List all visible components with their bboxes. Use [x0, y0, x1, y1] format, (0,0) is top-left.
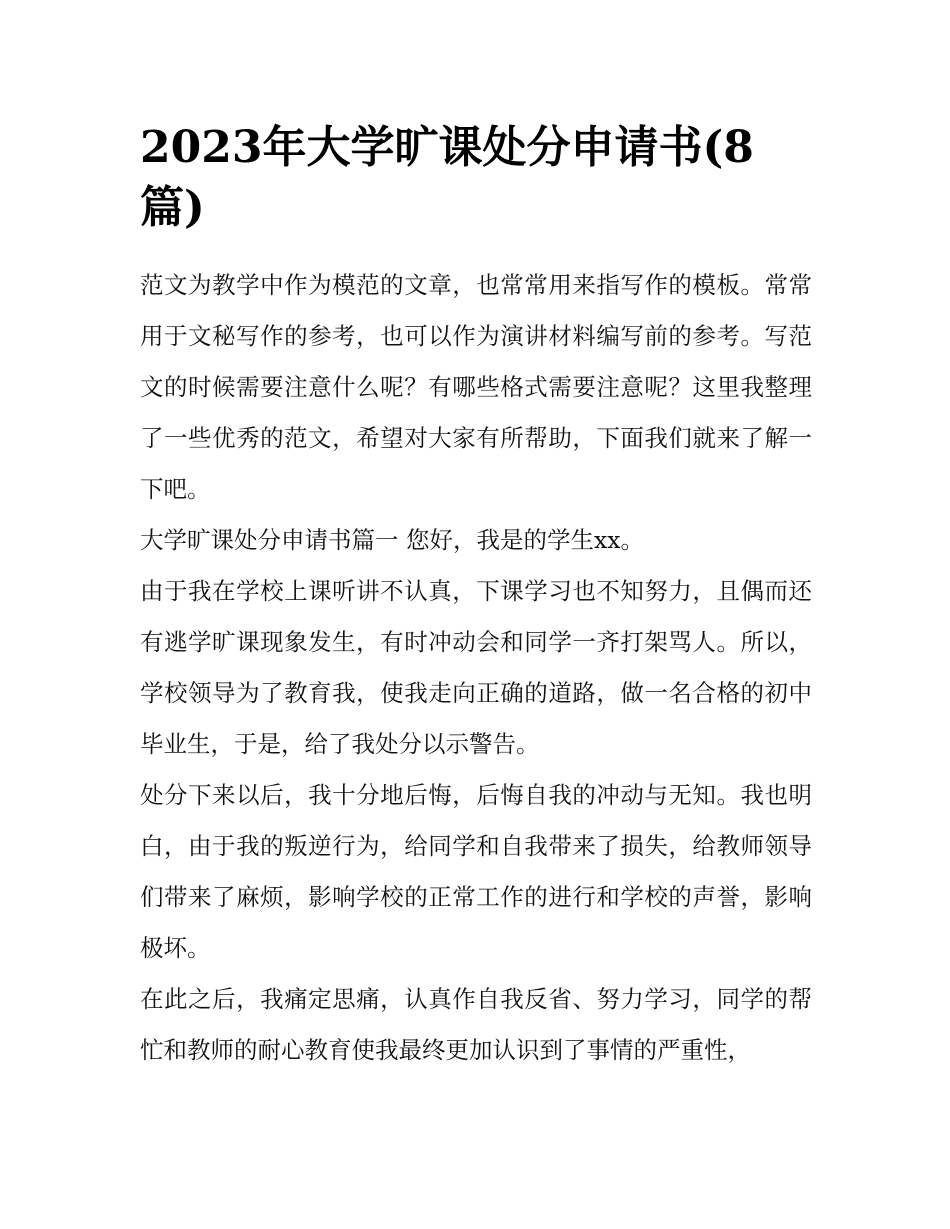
body-paragraph-3: 在此之后，我痛定思痛，认真作自我反省、努力学习，同学的帮忙和教师的耐心教育使我最终更加认识到了事情的严重性， — [140, 985, 812, 1064]
body-paragraph-2: 处分下来以后，我十分地后悔，后悔自我的冲动与无知。我也明白，由于我的叛逆行为，给同学和自我带来了损失，给教师领导们带来了麻烦，影响学校的正常工作的进行和学校的声誉，影响极坏。 — [140, 781, 812, 962]
document-title: 2023年大学旷课处分申请书(8篇) — [140, 122, 754, 233]
intro-paragraph: 范文为教学中作为模范的文章，也常常用来指写作的模板。常常用于文秘写作的参考，也可以作为演讲材料编写前的参考。写范文的时候需要注意什么呢？有哪些格式需要注意呢？这里我整理了一些优秀的范文，希望对大家有所帮助，下面我们就来了解一下吧。 — [140, 271, 812, 503]
document-page — [140, 118, 812, 1076]
letter-greeting-paragraph: 大学旷课处分申请书篇一 您好，我是的学生xx。 — [140, 526, 644, 554]
body-paragraph-1: 由于我在学校上课听讲不认真，下课学习也不知努力，且偶而还有逃学旷课现象发生，有时冲动会和同学一齐打架骂人。所以，学校领导为了教育我，使我走向正确的道路，做一名合格的初中毕业生，于是，给了我处分以示警告。 — [140, 577, 812, 758]
